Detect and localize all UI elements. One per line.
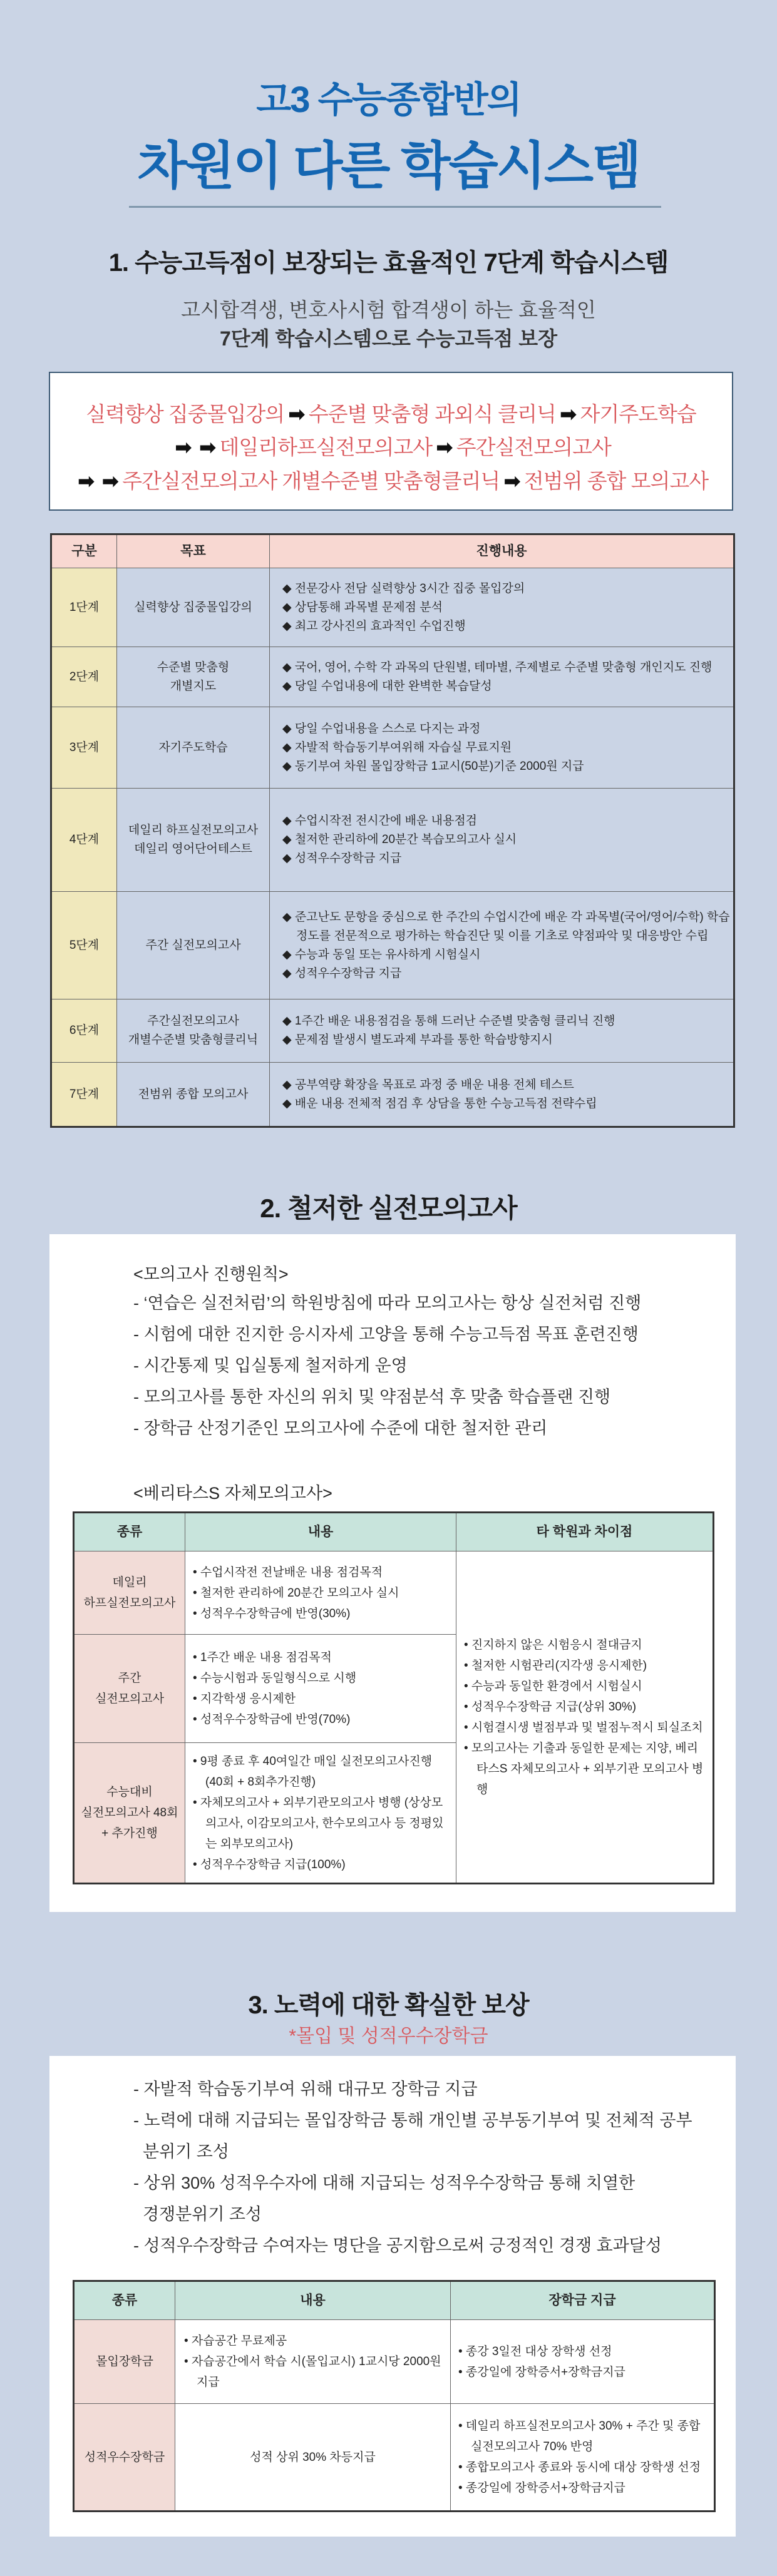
scholarship-table: [73, 2280, 716, 2512]
payment-cell: [451, 2320, 715, 2404]
content-cell: [175, 2404, 451, 2512]
table-row: [51, 1063, 734, 1127]
content-item: ◆ 수업시작전 전시간에 배운 내용점검: [282, 814, 478, 827]
content-cell: [270, 568, 734, 647]
table-row: [51, 568, 734, 647]
content-item: ◆ 최고 강사진의 효과적인 수업진행: [282, 619, 466, 633]
goal-cell: [117, 1063, 270, 1127]
content-cell: [270, 789, 734, 892]
flow-step: 데일리하프실전모의고사: [219, 436, 433, 459]
difference-item: • 진지하지 않은 시험응시 절대금지: [464, 1638, 642, 1652]
type-text: + 추가진행: [101, 1827, 158, 1840]
difference-item: • 시험결시생 벌점부과 및 벌점누적시 퇴실조치: [464, 1720, 703, 1734]
type-text: 하프실전모의고사: [83, 1597, 176, 1610]
payment-item: • 데일리 하프실전모의고사 30% + 주간 및 종합 실전모의고사 70% 반영: [458, 2420, 701, 2453]
content-item: ◆ 성적우수장학금 지급: [282, 966, 402, 980]
table-row: [51, 892, 734, 999]
arrow-icon: ➡: [198, 436, 216, 459]
step-label: 4단계: [51, 789, 117, 892]
type-text: 주간: [118, 1672, 142, 1685]
section1-subtitle-1: 고시합격생, 변호사시험 합격생이 하는 효율적인: [181, 299, 596, 321]
flow-step: 수준별 맞춤형 과외식 클리닉: [308, 402, 556, 426]
payment-cell: [451, 2404, 715, 2512]
difference-cell: [456, 1551, 714, 1884]
content-item: • 자습공간에서 학습 시(몰입교시) 1교시당 2000원 지급: [184, 2355, 441, 2389]
type-text: 실전모의고사 48회: [81, 1806, 178, 1819]
content-item: 성적 상위 30% 차등지급: [250, 2450, 376, 2464]
section2-heading: 2. 철저한 실전모의고사: [260, 1193, 517, 1223]
goal-text: 데일리 영어단어테스트: [134, 842, 252, 856]
content-item: ◆ 공부역량 확장을 목표로 과정 중 배운 내용 전체 테스트: [282, 1078, 574, 1091]
goal-cell: [117, 999, 270, 1063]
principle-item: - 모의고사를 통한 자신의 위치 및 약점분석 후 맞춤 학습플랜 진행: [133, 1388, 611, 1406]
flow-line: [50, 398, 732, 427]
table-row: [74, 2320, 715, 2404]
goal-text: 주간 실전모의고사: [145, 938, 241, 952]
reward-point: - 노력에 대해 지급되는 몰입장학금 통해 개인별 공부동기부여 및 전체적 공부: [133, 2111, 692, 2130]
principle-item: - 장학금 산정기준인 모의고사에 수준에 대한 철저한 관리: [133, 1419, 548, 1438]
content-item: ◆ 상담통해 과목별 문제점 분석: [282, 600, 443, 614]
difference-item: • 수능과 동일한 환경에서 시험실시: [464, 1679, 642, 1693]
table-row: [74, 1551, 714, 1635]
type-cell: [74, 1551, 185, 1635]
content-item: • 수능시험과 동일형식으로 시행: [193, 1672, 357, 1685]
goal-text: 개별수준별 맞춤형클리닉: [128, 1033, 259, 1046]
flow-step: 실력향상 집중몰입강의: [86, 402, 285, 426]
arrow-icon: ➡: [101, 469, 119, 493]
flow-line: [50, 431, 732, 461]
type-text: 수능대비: [106, 1786, 153, 1799]
step-label: 7단계: [51, 1063, 117, 1127]
content-item: ◆ 수능과 동일 또는 유사하게 시험실시: [282, 948, 481, 961]
content-item: ◆ 준고난도 문항을 중심으로 한 주간의 수업시간에 배운 각 과목별(국어/영어/수학) 학습정도를 전문적으로 평가하는 학습진단 및 이를 기초로 약점파악 및 대응방안 수립: [282, 910, 730, 943]
content-item: ◆ 동기부여 차원 몰입장학금 1교시(50분)기준 2000원 지급: [282, 759, 584, 773]
content-item: • 성적우수장학금에 반영(30%): [193, 1607, 351, 1620]
goal-cell: [117, 707, 270, 789]
arrow-icon: ➡: [77, 469, 95, 493]
step-label: 6단계: [51, 999, 117, 1063]
content-item: • 성적우수장학금 지급(100%): [193, 1858, 346, 1871]
goal-text: 수준별 맞춤형: [157, 660, 230, 674]
difference-item: • 성적우수장학금 지급(상위 30%): [464, 1700, 637, 1714]
arrow-icon: ➡: [175, 436, 192, 459]
section1-heading: 1. 수능고득점이 보장되는 효율적인 7단계 학습시스템: [108, 249, 669, 277]
mock-exam-table: [73, 1511, 714, 1884]
content-item: • 자습공간 무료제공: [184, 2334, 287, 2348]
goal-text: 주간실전모의고사: [147, 1015, 239, 1028]
type-text: 실전모의고사: [95, 1692, 165, 1705]
title-line-1: 고3 수능종합반의: [256, 79, 521, 120]
type-cell: [74, 1743, 185, 1884]
payment-item: • 종강 3일전 대상 장학생 선정: [458, 2344, 612, 2358]
type-cell: [74, 1635, 185, 1743]
content-item: • 지각학생 응시제한: [193, 1692, 296, 1705]
content-cell: [270, 999, 734, 1063]
table-row: [51, 707, 734, 789]
header-type: 종류: [74, 1513, 185, 1551]
content-cell: [185, 1551, 456, 1635]
content-cell: [270, 647, 734, 707]
content-cell: [175, 2320, 451, 2404]
type-cell: 성적우수장학금: [74, 2404, 175, 2512]
content-item: ◆ 1주간 배운 내용점검을 통해 드러난 수준별 맞춤형 클리닉 진행: [282, 1015, 615, 1028]
goal-text: 개별지도: [170, 679, 217, 693]
goal-cell: [117, 568, 270, 647]
goal-text: 데일리 하프실전모의고사: [128, 824, 259, 837]
flow-line: [50, 465, 732, 494]
header-type: 종류: [74, 2281, 175, 2320]
goal-text: 전범위 종합 모의고사: [138, 1087, 249, 1101]
step-label: 5단계: [51, 892, 117, 999]
content-item: ◆ 당일 수업내용에 대한 완벽한 복습달성: [282, 679, 492, 693]
reward-point: - 자발적 학습동기부여 위해 대규모 장학금 지급: [133, 2080, 478, 2098]
content-item: ◆ 배운 내용 전체적 점검 후 상담을 통한 수능고득점 전략수립: [282, 1096, 597, 1110]
content-item: ◆ 전문강사 전담 실력향상 3시간 집중 몰입강의: [282, 581, 525, 595]
title-line-2: 차원이 다른 학습시스템: [137, 138, 640, 195]
principle-item: - 시간통제 및 입실통제 철저하게 운영: [133, 1356, 408, 1375]
content-item: ◆ 철저한 관리하에 20분간 복습모의고사 실시: [282, 833, 517, 846]
content-item: • 1주간 배운 내용 점검목적: [193, 1651, 332, 1664]
principles-title: <모의고사 진행원칙>: [133, 1265, 289, 1284]
table-row: [51, 999, 734, 1063]
content-item: • 성적우수장학금에 반영(70%): [193, 1713, 351, 1726]
arrow-icon: ➡: [288, 402, 305, 426]
header-step: 구분: [51, 534, 117, 568]
header-content: 내용: [175, 2281, 451, 2320]
payment-item: • 종강일에 장학증서+장학금지급: [458, 2365, 625, 2379]
content-item: ◆ 자발적 학습동기부여위해 자습실 무료지원: [282, 740, 512, 754]
content-item: ◆ 당일 수업내용을 스스로 다지는 과정: [282, 722, 481, 735]
learning-flow-box: [49, 372, 733, 511]
step-label: 3단계: [51, 707, 117, 789]
arrow-icon: ➡: [559, 402, 577, 426]
section3-heading: 3. 노력에 대한 확실한 보상: [248, 1991, 529, 2019]
flow-step: 전범위 종합 모의고사: [523, 469, 709, 493]
content-cell: [185, 1743, 456, 1884]
divider: [129, 206, 661, 208]
difference-item: • 철저한 시험관리(지각생 응시제한): [464, 1659, 647, 1672]
content-item: ◆ 문제점 발생시 별도과제 부과를 통한 학습방향지시: [282, 1033, 553, 1046]
content-item: • 9평 종료 후 40여일간 매일 실전모의고사진행 (40회 + 8회추가진행): [193, 1754, 433, 1789]
reward-point: - 상위 30% 성적우수자에 대해 지급되는 성적우수장학금 통해 치열한: [133, 2174, 635, 2192]
arrow-icon: ➡: [503, 469, 520, 493]
principle-item: - ‘연습은 실전처럼’의 학원방침에 따라 모의고사는 항상 실전처럼 진행: [133, 1294, 642, 1312]
header-difference: 타 학원과 차이점: [456, 1513, 714, 1551]
arrow-icon: ➡: [436, 436, 453, 459]
reward-point: - 성적우수장학금 수여자는 명단을 공지함으로써 긍정적인 경쟁 효과달성: [133, 2236, 662, 2255]
section1-subtitle-2: 7단계 학습시스템으로 수능고득점 보장: [219, 327, 558, 350]
exam-title: <베리타스S 자체모의고사>: [133, 1484, 332, 1503]
content-cell: [185, 1635, 456, 1743]
goal-text: 실력향상 집중몰입강의: [134, 600, 252, 614]
flow-step: 주간실전모의고사: [456, 436, 611, 459]
step-label: 2단계: [51, 647, 117, 707]
header-payment: 장학금 지급: [451, 2281, 715, 2320]
content-cell: [270, 1063, 734, 1127]
goal-text: 자기주도학습: [158, 740, 228, 754]
reward-point: 분위기 조성: [133, 2142, 229, 2161]
content-item: ◆ 성적우수장학금 지급: [282, 852, 402, 865]
header-content: 내용: [185, 1513, 456, 1551]
goal-cell: [117, 647, 270, 707]
goal-cell: [117, 789, 270, 892]
step-label: 1단계: [51, 568, 117, 647]
type-cell: 몰입장학금: [74, 2320, 175, 2404]
content-item: ◆ 국어, 영어, 수학 각 과목의 단원별, 테마별, 주제별로 수준별 맞춤형 개인지도 진행: [282, 660, 713, 674]
content-cell: [270, 892, 734, 999]
flow-step: 주간실전모의고사 개별수준별 맞춤형클리닉: [122, 469, 500, 493]
seven-step-table: [50, 533, 735, 1128]
header-content: 진행내용: [270, 534, 734, 568]
principle-item: - 시험에 대한 진지한 응시자세 고양을 통해 수능고득점 목표 훈련진행: [133, 1325, 639, 1344]
content-item: • 수업시작전 전날배운 내용 점검목적: [193, 1565, 383, 1579]
table-row: [51, 647, 734, 707]
payment-item: • 종합모의고사 종료와 동시에 대상 장학생 선정: [458, 2461, 701, 2474]
type-text: 데일리: [112, 1576, 147, 1589]
flow-step: 자기주도학습: [580, 402, 696, 426]
header-goal: 목표: [117, 534, 270, 568]
payment-item: • 종강일에 장학증서+장학금지급: [458, 2481, 625, 2495]
table-row: [74, 2404, 715, 2512]
difference-item: • 모의고사는 기출과 동일한 문제는 지양, 베리타스S 자체모의고사 + 외부기관 모의고사 병행: [464, 1741, 704, 1796]
section3-subheading: *몰입 및 성적우수장학금: [289, 2026, 488, 2047]
content-item: • 철저한 관리하에 20분간 모의고사 실시: [193, 1586, 399, 1600]
content-item: • 자체모의고사 + 외부기관모의고사 병행 (상상모의고사, 이감모의고사, 한수모의고사 등 정평있는 외부모의고사): [193, 1796, 444, 1851]
reward-point: 경쟁분위기 조성: [133, 2205, 262, 2224]
goal-cell: [117, 892, 270, 999]
table-row: [51, 789, 734, 892]
content-cell: [270, 707, 734, 789]
